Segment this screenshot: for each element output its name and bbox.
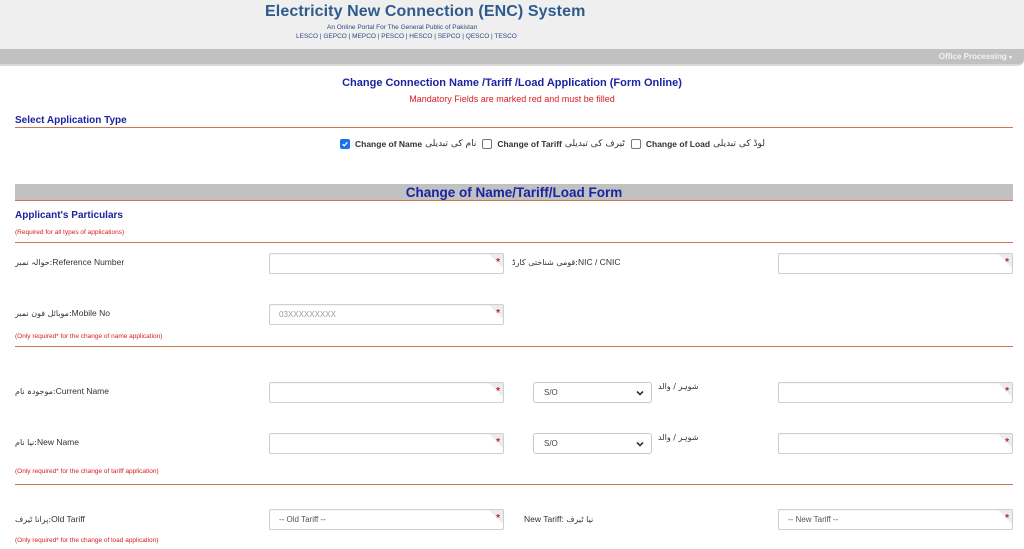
reference-number-input[interactable] [269, 253, 504, 274]
checkmark-icon [341, 140, 349, 148]
cnic-input[interactable] [778, 253, 1013, 274]
old-tariff-select[interactable]: -- Old Tariff -- * [269, 509, 504, 530]
form-banner [15, 184, 1013, 201]
checkbox-change-of-name[interactable] [340, 139, 350, 149]
mandatory-note: Mandatory Fields are marked red and must be filled [409, 94, 615, 104]
required-marker-icon [998, 434, 1012, 448]
checkbox-change-of-tariff[interactable] [482, 139, 492, 149]
required-marker-icon [998, 510, 1012, 524]
required-marker-icon [489, 305, 503, 319]
applicant-particulars-heading: Applicant's Particulars [15, 210, 123, 221]
mobile-no-label: موبائل فون نمبر:Mobile No [15, 308, 110, 318]
site-title: Electricity New Connection (ENC) System [265, 3, 586, 20]
divider [15, 242, 1013, 243]
tariff-application-note: (Only required* for the change of tariff application) [15, 468, 159, 475]
office-processing-label: Office Processing [938, 52, 1007, 61]
divider [15, 127, 1013, 128]
required-marker-icon [998, 254, 1012, 268]
current-relation-urdu-label: شوہر / والد [658, 382, 699, 391]
reference-number-label: حوالہ نمبر:Reference Number [15, 257, 125, 267]
divider [15, 484, 1013, 485]
site-header [0, 0, 1024, 49]
required-marker-icon [489, 254, 503, 268]
new-name-label: نیا نام:New Name [15, 437, 79, 447]
required-marker-icon [489, 510, 503, 524]
name-application-note: (Only required* for the change of name application) [15, 333, 163, 340]
new-relation-name-input[interactable] [778, 433, 1013, 454]
required-marker-icon [998, 383, 1012, 397]
change-of-tariff-label: Change of Tariff [497, 139, 562, 149]
cnic-label: قومی شناختی کارڈ:NIC / CNIC [512, 257, 621, 267]
change-of-load-label: Change of Load [645, 139, 711, 149]
caret-down-icon: ▾ [1008, 55, 1012, 61]
chevron-down-icon [635, 388, 645, 398]
new-tariff-label: New Tariff: نیا ٹیرف [524, 514, 594, 524]
form-banner-title: Change of Name/Tariff/Load Form [405, 185, 623, 200]
required-marker-icon [489, 383, 503, 397]
new-name-input[interactable] [269, 433, 504, 454]
application-type-heading: Select Application Type [15, 115, 127, 126]
change-of-load-urdu: لوڈ کی تبدیلی [713, 139, 765, 149]
current-name-input[interactable] [269, 382, 504, 403]
checkbox-change-of-load[interactable] [631, 139, 641, 149]
new-relation-urdu-label: شوہر / والد [658, 433, 699, 442]
current-relation-name-input[interactable] [778, 382, 1013, 403]
distribution-companies: LESCO | GEPCO | MEPCO | PESCO | HESCO | SEPCO | QESCO | TESCO [296, 33, 517, 40]
chevron-down-icon [635, 439, 645, 449]
new-relation-select[interactable]: S/O [533, 433, 652, 454]
form-title: Change Connection Name /Tariff /Load Application (Form Online) [342, 77, 682, 89]
office-processing-menu[interactable] [939, 52, 1012, 61]
required-marker-icon [489, 434, 503, 448]
site-subtitle: An Online Portal For The General Public of Pakistan [327, 24, 478, 31]
change-of-name-urdu: نام کی تبدیلی [425, 139, 477, 149]
nav-bar [0, 49, 1024, 66]
load-application-note: (Only required* for the change of load application) [15, 537, 159, 544]
change-of-name-label: Change of Name [355, 139, 423, 149]
mobile-no-input[interactable]: 03XXXXXXXXX * [269, 304, 504, 325]
old-tariff-label: پرانا ٹیرف:Old Tariff [15, 514, 85, 524]
current-relation-select[interactable]: S/O [533, 382, 652, 403]
applicant-note: (Required for all types of applications) [15, 229, 125, 236]
new-tariff-select[interactable]: -- New Tariff -- * [778, 509, 1013, 530]
application-type-options [340, 139, 771, 149]
current-name-label: موجودہ نام:Current Name [15, 386, 109, 396]
change-of-tariff-urdu: ٹیرف کی تبدیلی [564, 139, 625, 149]
divider [15, 346, 1013, 347]
